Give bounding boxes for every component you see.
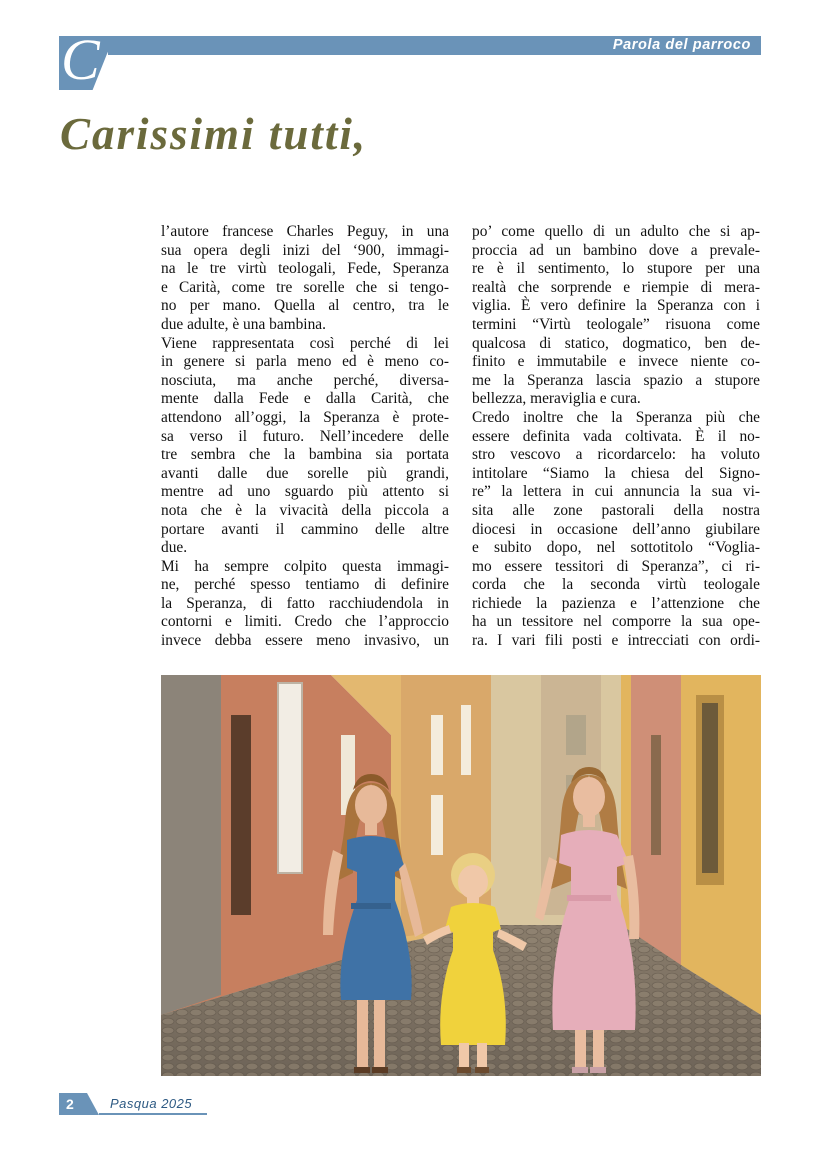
text-line: la Speranza, di fatto racchiudendola in xyxy=(161,594,449,612)
section-header-band xyxy=(108,36,761,55)
footer-rule xyxy=(99,1113,207,1115)
page-number-box xyxy=(59,1093,99,1115)
text-line: bellezza, meraviglia e cura. xyxy=(472,390,641,408)
text-line: termini “Virtù teologale” risuona come xyxy=(472,315,760,333)
article-photo xyxy=(161,675,761,1076)
text-line: re è il sentimento, lo stupore per una xyxy=(472,260,760,278)
text-line: ra. I vari fili posti e intrecciati con ordi- xyxy=(472,632,760,650)
text-line: me la Speranza lascia spazio a stupore xyxy=(472,371,760,389)
text-line: diocesi in occasione dell’anno giubilare xyxy=(472,520,760,538)
left-paragraph-2 xyxy=(161,335,449,558)
text-line: corda che la seconda virtù teologale xyxy=(472,576,760,594)
right-paragraph-1 xyxy=(472,223,760,409)
text-line: re” la lettera in cui annuncia la sua vi- xyxy=(472,483,760,501)
text-line: mentre ad uno sguardo più attento si xyxy=(161,483,449,501)
text-line: avanti dalle due sorelle più grandi, xyxy=(161,464,449,482)
text-line: stro vescovo a ricordarcelo: ha voluto xyxy=(472,446,760,464)
right-paragraph-2 xyxy=(472,409,760,651)
section-label: Parola del parroco xyxy=(612,37,751,53)
text-line: l’autore francese Charles Peguy, in una xyxy=(161,223,449,240)
photo-illustration xyxy=(161,675,761,1076)
text-line: proccia ad un bambino dove a prevale- xyxy=(472,241,760,259)
text-line: finito e immutabile e invece niente co- xyxy=(472,353,760,371)
text-line: tre sembra che la bambina sia portata xyxy=(161,446,449,464)
text-line: Credo inoltre che la Speranza più che xyxy=(472,408,760,426)
left-paragraph-3 xyxy=(161,558,449,651)
text-line: e subito dopo, nel sottotitolo “Voglia- xyxy=(472,539,760,557)
text-line: qualcosa di statico, dogmatico, ben de- xyxy=(472,334,760,352)
text-line: Viene rappresentata così perché di lei xyxy=(161,334,449,352)
drop-initial-letter: C xyxy=(61,27,100,92)
page-number: 2 xyxy=(66,1096,74,1112)
text-line: sa verso il futuro. Nell’incedere delle xyxy=(161,427,449,445)
text-line: intitolare “Siamo la chiesa del Signo- xyxy=(472,464,760,482)
right-text-column xyxy=(472,223,760,651)
text-line: sita alle zone pastorali della nostra xyxy=(472,501,760,519)
text-line: due adulte, è una bambina. xyxy=(161,315,326,333)
text-line: sua opera degli inizi del ‘900, immagi- xyxy=(161,241,449,259)
text-line: due. xyxy=(161,539,188,557)
text-line: viglia. È vero definire la Speranza con i xyxy=(472,297,760,315)
left-paragraph-1 xyxy=(161,223,449,335)
article-title: Carissimi tutti, xyxy=(60,109,368,159)
text-line: ne, perché spesso tentiamo di definire xyxy=(161,576,449,594)
text-line: richiede la pazienza e l’attenzione che xyxy=(472,594,760,612)
text-line: na le tre virtù teologali, Fede, Speranza xyxy=(161,260,449,278)
text-line: e Carità, come tre sorelle che si tengo- xyxy=(161,278,449,296)
left-text-column xyxy=(161,223,449,651)
text-line: attendono all’oggi, la Speranza è prote- xyxy=(161,408,449,426)
issue-label: Pasqua 2025 xyxy=(110,1096,193,1111)
text-line: essere definita vada coltivata. È il no- xyxy=(472,427,760,445)
text-line: mo essere tessitori di Speranza”, ci ri- xyxy=(472,557,760,575)
text-line: contorni e limiti. Credo che l’approccio xyxy=(161,613,449,631)
text-line: invece debba essere meno invasivo, un xyxy=(161,632,449,650)
text-line: ha un tessitore nel comporre la sua ope- xyxy=(472,613,760,631)
text-line: in genere si parla meno ed è meno co- xyxy=(161,353,449,371)
text-line: nota che è la vivacità della piccola a xyxy=(161,501,449,519)
text-line: portare avanti il cammino delle altre xyxy=(161,520,449,538)
text-line: Mi ha sempre colpito questa immagi- xyxy=(161,557,449,575)
text-line: mente dalla Fede e dalla Carità, che xyxy=(161,390,449,408)
text-line: no per mano. Quella al centro, tra le xyxy=(161,297,449,315)
text-line: realtà che sorprende e riempie di mera- xyxy=(472,278,760,296)
text-line: po’ come quello di un adulto che si ap- xyxy=(472,223,760,240)
text-line: nosciuta, ma anche perché, diversa- xyxy=(161,371,449,389)
